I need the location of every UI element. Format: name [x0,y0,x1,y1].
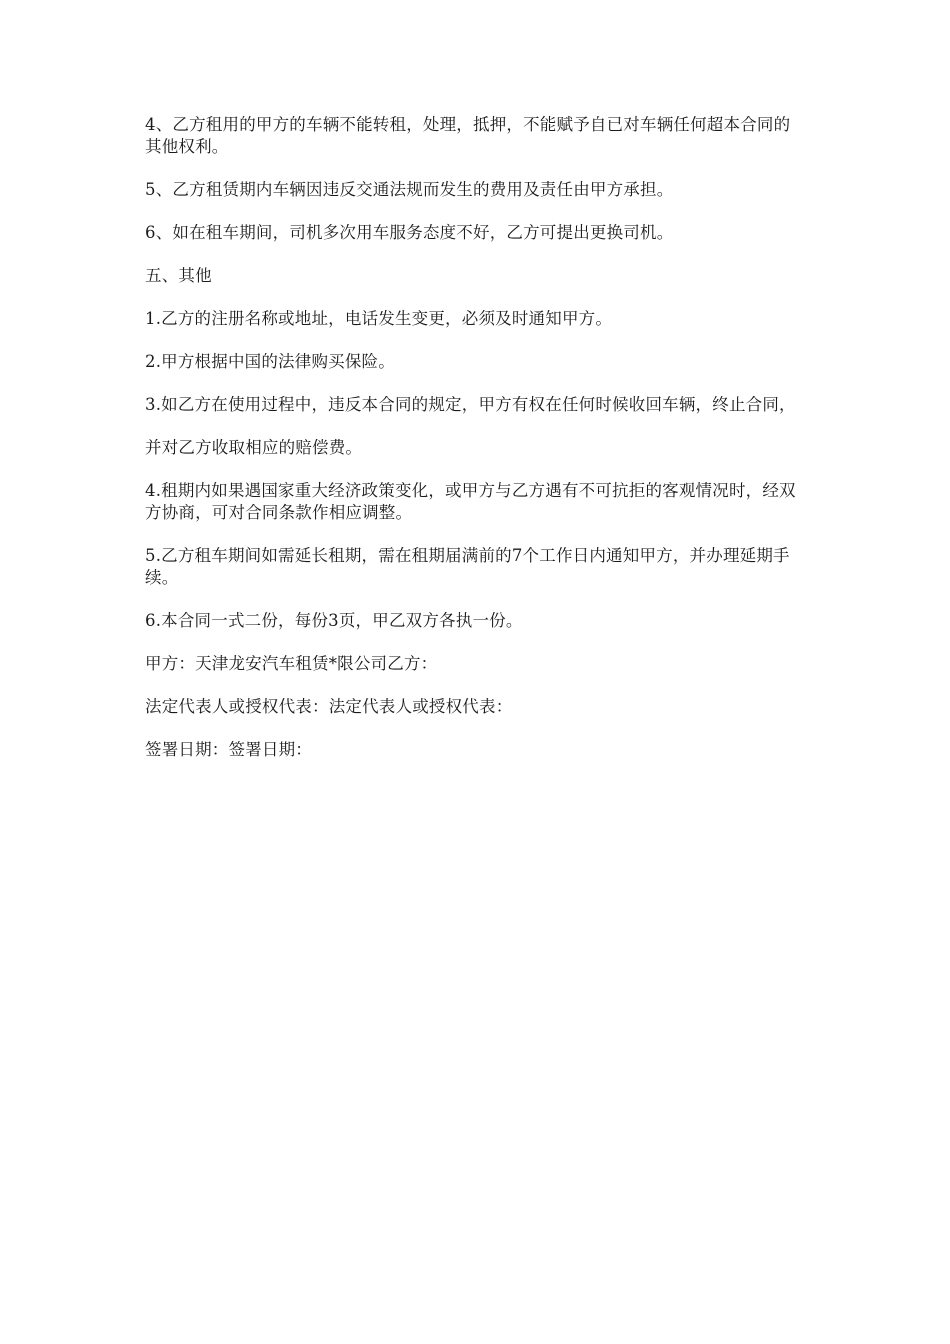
other-clause-2-insurance: 2.甲方根据中国的法律购买保险。 [145,352,395,371]
other-clause-5-extension: 5.乙方租车期间如需延长租期，需在租期届满前的7个工作日内通知甲方，并办理延期手续。 [145,546,790,587]
signature-parties: 甲方：天津龙安汽车租赁*限公司乙方： [145,654,438,673]
other-clause-1-registration-change: 1.乙方的注册名称或地址，电话发生变更，必须及时通知甲方。 [145,309,613,328]
clause-6-driver-replacement: 6、如在租车期间，司机多次用车服务态度不好，乙方可提出更换司机。 [145,223,674,242]
clause-4-no-sublease: 4、乙方租用的甲方的车辆不能转租，处理，抵押，不能赋予自已对车辆任何超本合同的其他权利。 [145,115,791,156]
document-body [145,114,805,782]
other-clause-3-compensation: 并对乙方收取相应的赔偿费。 [145,438,363,457]
signature-dates: 签署日期：签署日期： [145,740,312,759]
clause-5-traffic-violations: 5、乙方租赁期内车辆因违反交通法规而发生的费用及责任由甲方承担。 [145,180,674,199]
signature-representatives: 法定代表人或授权代表：法定代表人或授权代表： [145,697,513,716]
other-clause-3-termination: 3.如乙方在使用过程中，违反本合同的规定，甲方有权在任何时候收回车辆，终止合同， [145,395,796,414]
section-heading-other: 五、其他 [145,266,212,285]
other-clause-4-policy-change: 4.租期内如果遇国家重大经济政策变化，或甲方与乙方遇有不可抗拒的客观情况时，经双方协商，可对合同条款作相应调整。 [145,481,796,522]
other-clause-6-copies: 6.本合同一式二份，每份3页，甲乙双方各执一份。 [145,611,523,630]
